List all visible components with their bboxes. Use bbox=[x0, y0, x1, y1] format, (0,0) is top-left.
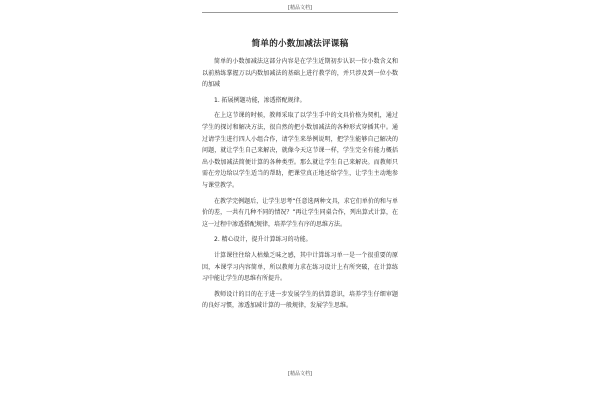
paragraph-section-1: 在上这节课的时候，教师采取了以学生手中的文具价格为契机，通过学生的探讨和解决方法，很自然的把小数加减法的各种形式穿插其中。通过请学生进行四人小组合作，请学生来举例说明，把学生能够自己解决的问题，就让学生自己来解决，就像今天这节课一样，学生完全有能力概括出小数加减法简便计算的各种类型。那么就让学生自己来解决。而教师只需在旁边给以学生适当的帮助，把课堂真正地还给学生，让学生主动地参与课堂教学。 bbox=[202, 112, 398, 189]
paragraph-design-purpose: 教师设计的目的在于进一步发展学生的估算意识，培养学生仔细审题的良好习惯，渗透加减计算的一般规律，发展学生思维。 bbox=[202, 290, 398, 310]
header-tag: [精品文档] bbox=[288, 5, 312, 11]
document-title: 简单的小数加减法评课稿 bbox=[251, 39, 349, 49]
header-rule bbox=[202, 12, 398, 13]
paragraph-section-2: 计算课往往给人枯燥乏味之感，其中计算练习单一是一个很重要的原因，本课学习内容简单，所以教师力求在练习设计上有所突破，在计算练习中能让学生的思维有所提升。 bbox=[202, 251, 398, 283]
paragraph-example-practice: 在教学完例题后，让学生思考“任意选两种文具，求它们单价的和与单价的差，一共有几种不同的情况？”再让学生同桌合作，列出算式计算，在这一过程中渗透搭配规律，培养学生有序的思维方法。 bbox=[202, 197, 398, 228]
footer-tag: [精品文档] bbox=[288, 371, 312, 377]
document-body bbox=[202, 38, 398, 312]
section-heading-1: 1. 拓展例题功能，渗透搭配规律。 bbox=[214, 96, 306, 104]
paragraph-intro: 简单的小数加减法这部分内容是在学生近期初步认识一位小数含义和以前熟练掌握万以内数加减法的基础上进行教学的，并只涉及到一位小数的加减 bbox=[202, 58, 398, 89]
section-heading-2: 2. 精心设计，提升计算练习的功能。 bbox=[214, 236, 312, 244]
